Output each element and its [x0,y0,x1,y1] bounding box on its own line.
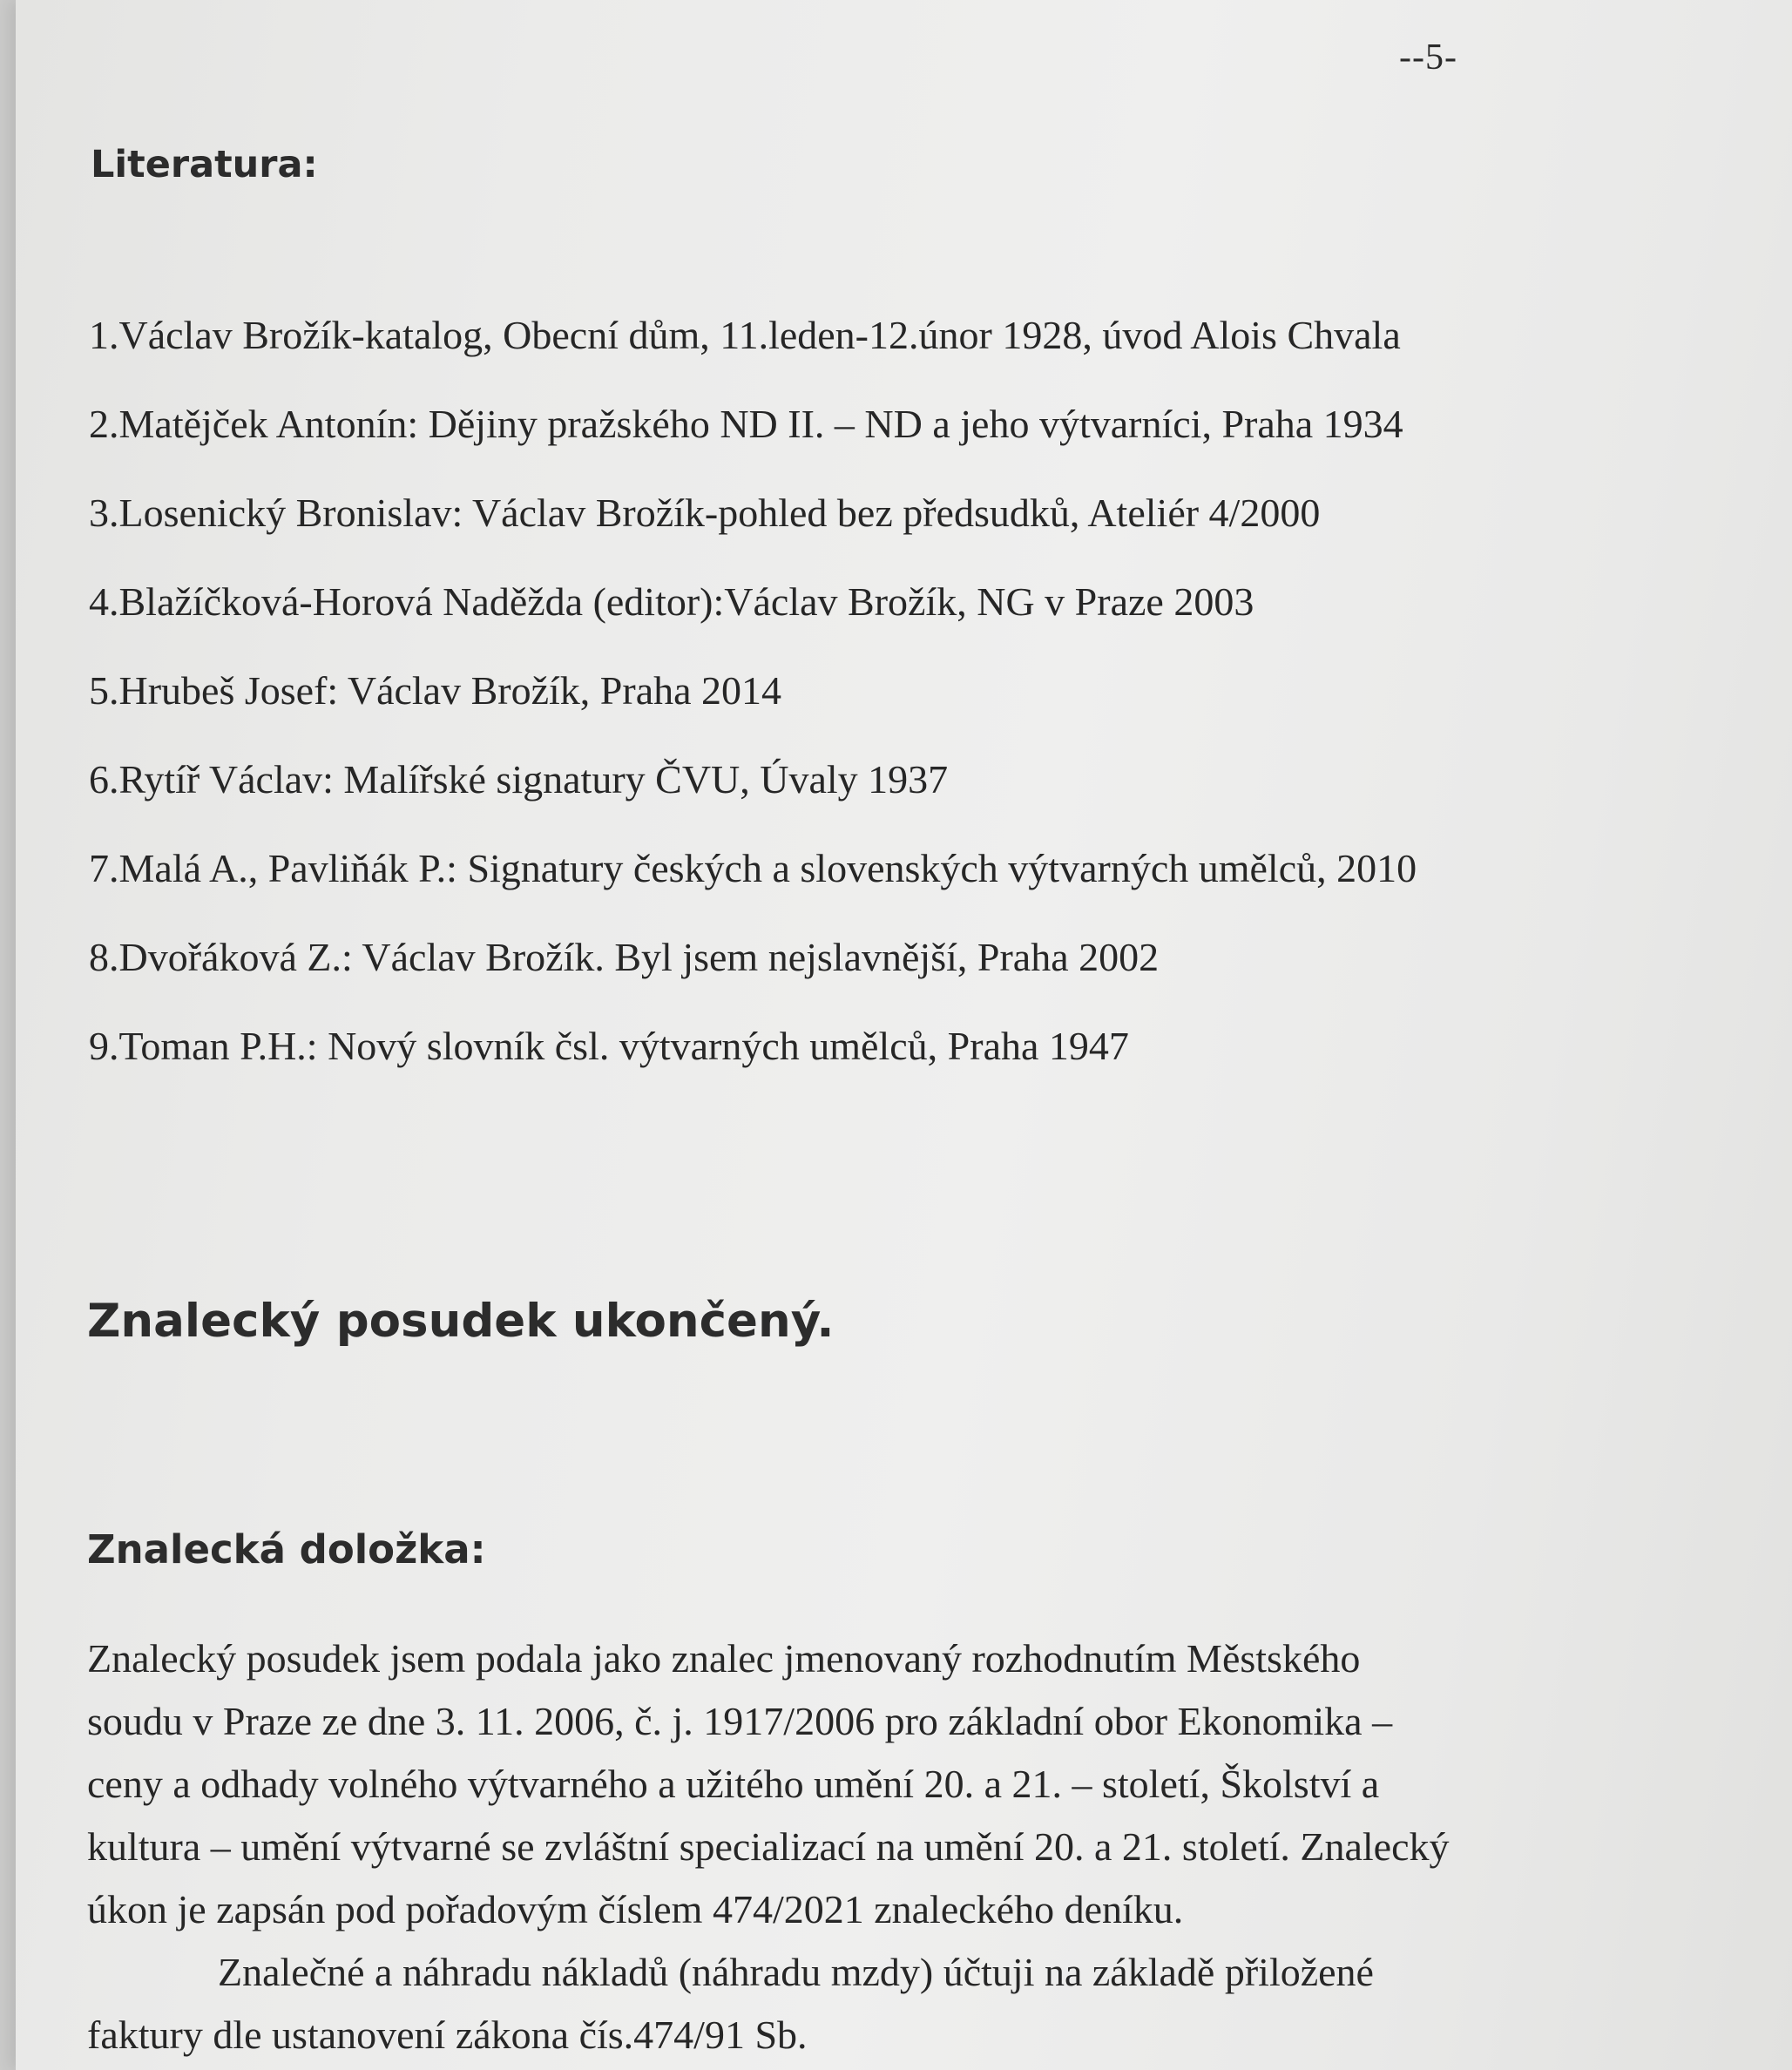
text-line: soudu v Praze ze dne 3. 11. 2006, č. j. 1917/2006 pro základní obor Ekonomika – [87,1699,1393,1743]
text-line: kultura – umění výtvarné se zvláštní specializací na umění 20. a 21. století. Znalecký [87,1824,1450,1869]
bibliography-item: 7.Malá A., Pavliňák P.: Signatury českých a slovenských výtvarných umělců, 2010 [89,846,1417,890]
text-line: Znalečné a náhradu nákladů (náhradu mzdy) účtuji na základě přiložené [218,1950,1374,1994]
text-line: Znalecký posudek jsem podala jako znalec jmenovaný rozhodnutím Městského [87,1636,1361,1681]
fee-paragraph [87,1941,1655,2067]
bibliography-list [89,310,1727,1110]
bibliography-item: 4.Blažíčková-Horová Naděžda (editor):Václav Brožík, NG v Praze 2003 [89,579,1254,624]
literature-heading: Literatura: [91,143,318,186]
bibliography-item: 9.Toman P.H.: Nový slovník čsl. výtvarných umělců, Praha 1947 [89,1024,1129,1068]
expert-clause-heading: Znalecká doložka: [87,1526,486,1573]
bibliography-item: 2.Matějček Antonín: Dějiny pražského ND II. – ND a jeho výtvarníci, Praha 1934 [89,402,1403,446]
bibliography-item: 8.Dvořáková Z.: Václav Brožík. Byl jsem nejslavnější, Praha 2002 [89,935,1160,979]
text-line: faktury dle ustanovení zákona čís.474/91 Sb. [87,2012,808,2057]
bibliography-item: 1.Václav Brožík-katalog, Obecní dům, 11.leden-12.únor 1928, úvod Alois Chvala [89,313,1401,357]
conclusion-heading: Znalecký posudek ukončený. [87,1295,835,1348]
bibliography-item: 3.Losenický Bronislav: Václav Brožík-pohled bez předsudků, Ateliér 4/2000 [89,490,1321,535]
document-page [16,0,1792,2070]
page-number: --5- [1399,37,1457,78]
text-line: ceny a odhady volného výtvarného a užitého umění 20. a 21. – století, Školství a [87,1762,1380,1806]
expert-clause-paragraph [87,1627,1655,1941]
bibliography-item: 6.Rytíř Václav: Malířské signatury ČVU, Úvaly 1937 [89,757,949,802]
bibliography-item: 5.Hrubeš Josef: Václav Brožík, Praha 2014 [89,668,782,713]
text-line: úkon je zapsán pod pořadovým číslem 474/2021 znaleckého deníku. [87,1887,1184,1931]
expert-clause-body [87,1627,1655,2067]
